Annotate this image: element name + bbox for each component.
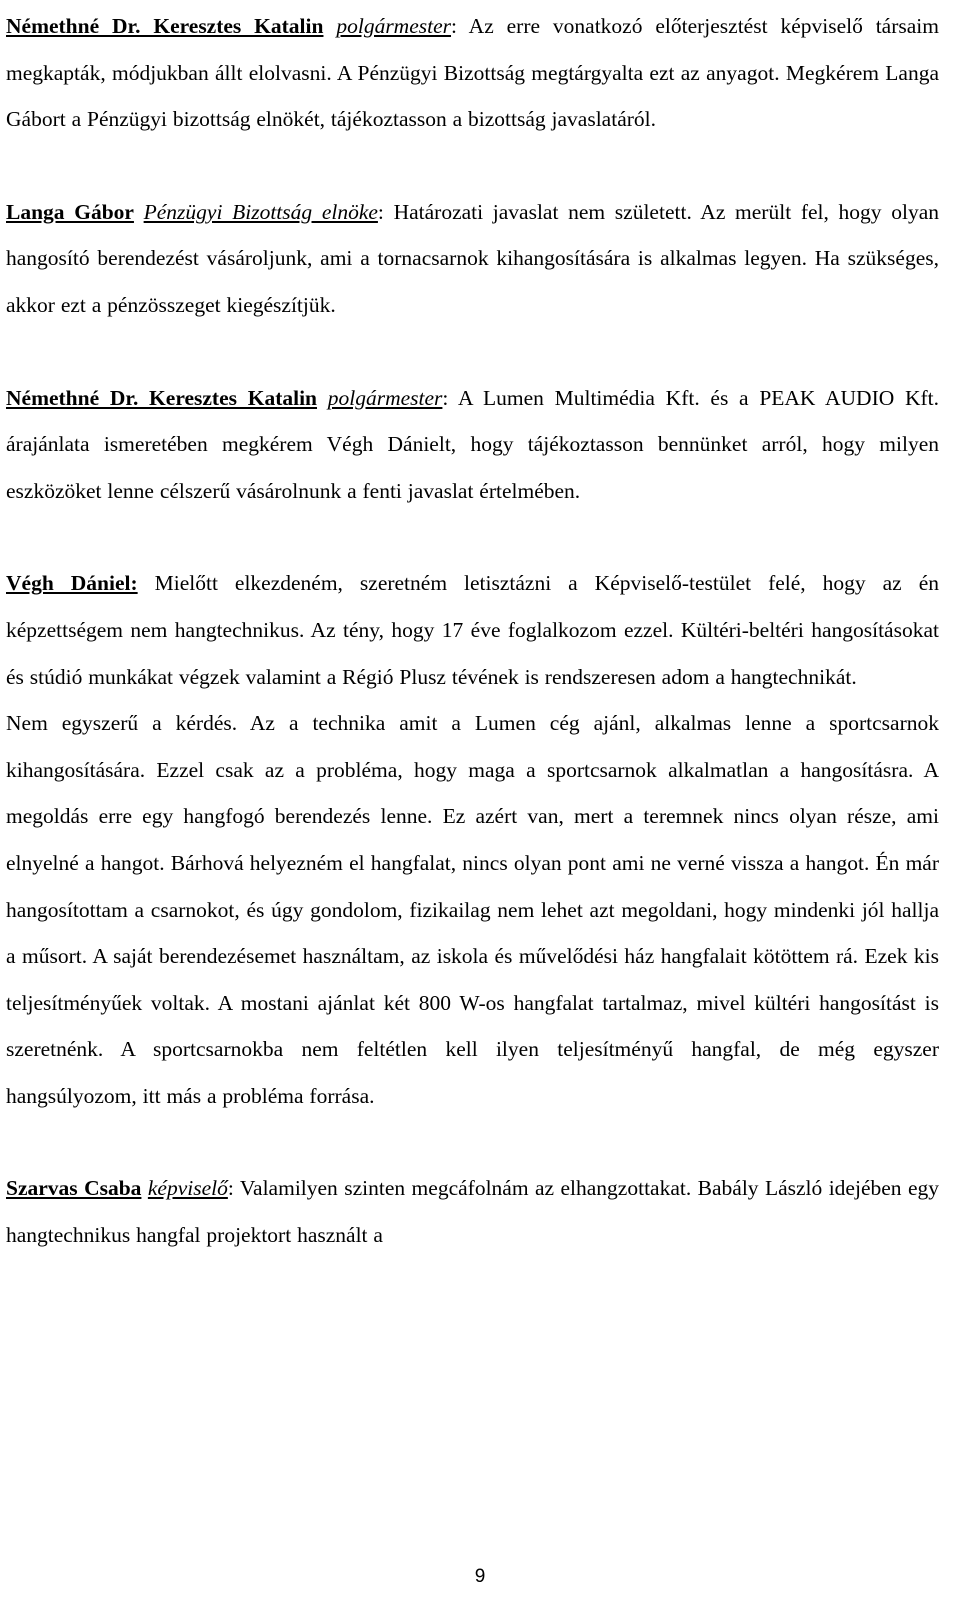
paragraph-text: Határozati javaslat nem született. Az merült fel, hogy olyan hangosító berendezést vásároljunk, ami a tornacsarnok kihangosítására is alkalmas legyen. Ha szükséges, akkor ezt a pénzösszeget kiegészítjük. xyxy=(6,199,939,317)
separator: : xyxy=(377,199,384,224)
paragraph-committee-chair xyxy=(6,189,939,329)
paragraph-text: A Lumen Multimédia Kft. és a PEAK AUDIO Kft. árajánlata ismeretében megkérem Végh Dánielt, hogy tájékoztasson bennünket arról, hogy milyen eszközöket lenne célszerű vásárolnunk a fenti javaslat értelmében. xyxy=(6,385,940,503)
separator: : xyxy=(442,385,449,410)
paragraph-text: Mielőtt elkezdeném, szeretném letisztázni a Képviselő-testület felé, hogy az én képzettségem nem hangtechnikus. Az tény, hogy 17 éve foglalkozom ezzel. Kültéri-beltéri hangosításokat és stúdió munkákat végzek valamint a Régió Plusz tévének is rendszeresen adom a hangtechnikát. xyxy=(6,571,939,689)
paragraph-text: Az erre vonatkozó előterjesztést képviselő társaim megkapták, módjukban állt elolvasni. A Pénzügyi Bizottság megtárgyalta ezt az anyagot. Megkérem Langa Gábort a Pénzügyi bizottság elnökét, tájékoztasson a bizottság javaslatáról. xyxy=(6,14,939,132)
paragraph-szarvas xyxy=(6,1165,939,1258)
paragraph-vegh-intro xyxy=(6,560,939,700)
separator: : xyxy=(227,1176,234,1201)
speaker-role: polgármester xyxy=(327,385,443,410)
paragraph-mayor-intro xyxy=(6,3,939,143)
paragraph-mayor-request xyxy=(6,375,939,515)
document-page xyxy=(6,3,939,1259)
speaker-name: Végh Dániel: xyxy=(6,571,138,596)
speaker-role: képviselő xyxy=(147,1176,228,1201)
paragraph-vegh-details xyxy=(6,700,939,1119)
speaker-name: Némethné Dr. Keresztes Katalin xyxy=(6,14,324,38)
page-number: 9 xyxy=(474,1566,486,1587)
paragraph-text: Nem egyszerű a kérdés. Az a technika amit a Lumen cég ajánl, alkalmas lenne a sportcsarnok kihangosítására. Ezzel csak az a probléma, hogy maga a sportcsarnok alkalmatlan a hangosításra. A megoldás erre egy hangfogó berendezés lenne. Ez azért van, mert a teremnek nincs olyan része, ami elnyelné a hangot. Bárhová helyezném el hangfalat, nincs olyan pont ami ne verné vissza a hangot. Én már hangosítottam a csarnokot, és úgy gondolom, fizikailag nem lehet azt megoldani, hogy mindenki jól hallja a műsort. A saját berendezésemet használtam, az iskola és művelődési ház hangfalait kötöttem rá. Ezek kis teljesítményűek voltak. A mostani ajánlat két 800 W-os hangfalat tartalmaz, mivel kültéri hangosítást is szeretnénk. A sportcsarnokba nem feltétlen kell ilyen teljesítményű hangfal, de még egyszer hangsúlyozom, itt más a probléma forrása. xyxy=(6,711,939,1108)
speaker-name: Szarvas Csaba xyxy=(6,1176,142,1201)
speaker-role: Pénzügyi Bizottság elnöke xyxy=(143,199,378,224)
speaker-role: polgármester xyxy=(336,14,452,38)
speaker-name: Langa Gábor xyxy=(6,199,134,224)
paragraph-text: Valamilyen szinten megcáfolnám az elhangzottakat. Babály László idejében egy hangtechnikus hangfal projektort használt a xyxy=(6,1176,940,1248)
separator: : xyxy=(451,14,457,38)
speaker-name: Némethné Dr. Keresztes Katalin xyxy=(6,385,318,410)
